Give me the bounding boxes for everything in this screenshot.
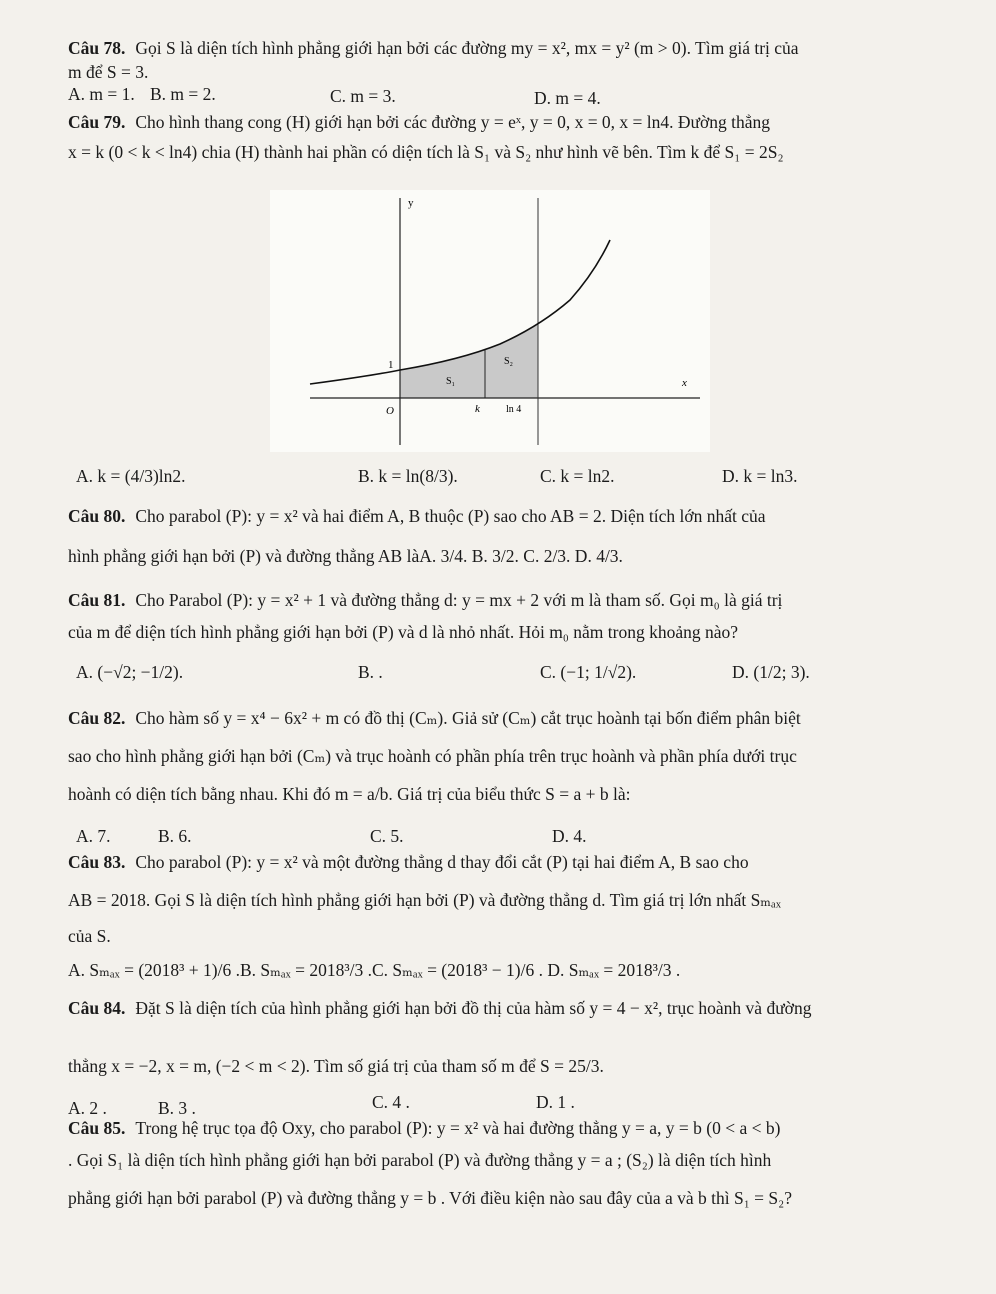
q78-line1 — [68, 38, 799, 59]
q80-text-1: Cho parabol (P): y = x² và hai điểm A, B thuộc (P) sao cho AB = 2. Diện tích lớn nhất của — [135, 506, 766, 526]
q82-option-b: B. 6. — [158, 826, 192, 846]
exponential-graph — [270, 190, 710, 452]
q81-line1 — [68, 590, 782, 611]
q81-text-1: Cho Parabol (P): y = x² + 1 và đường thẳng d: y = mx + 2 với m là tham số. Gọi m₀ là giá trị — [135, 590, 783, 610]
q85-text-1: Trong hệ trục tọa độ Oxy, cho parabol (P): y = x² và hai đường thẳng y = a, y = b (0 < a < b) — [135, 1118, 781, 1138]
q78-option-d: D. m = 4. — [534, 88, 601, 108]
q78-number: Câu 78. — [68, 38, 126, 58]
q79-number: Câu 79. — [68, 112, 126, 132]
q80-number: Câu 80. — [68, 506, 126, 526]
q81-option-a: A. (−√2; −1/2). — [76, 662, 184, 682]
q78-option-c: C. m = 3. — [330, 86, 396, 106]
q80-line2: hình phẳng giới hạn bởi (P) và đường thẳng AB làA. 3/4. B. 3/2. C. 2/3. D. 4/3. — [68, 546, 623, 566]
q84-option-c: C. 4 . — [372, 1092, 410, 1112]
q84-number: Câu 84. — [68, 998, 126, 1018]
q82-line3: hoành có diện tích bằng nhau. Khi đó m = a/b. Giá trị của biểu thức S = a + b là: — [68, 784, 631, 804]
q85-line2: . Gọi S₁ là diện tích hình phẳng giới hạn bởi parabol (P) và đường thẳng y = a ; (S₂) là diện tích hình — [68, 1150, 772, 1170]
q81-line2: của m để diện tích hình phẳng giới hạn bởi (P) và d là nhỏ nhất. Hỏi m₀ nằm trong khoảng nào? — [68, 622, 739, 642]
q82-option-c: C. 5. — [370, 826, 404, 846]
q84-option-d: D. 1 . — [536, 1092, 575, 1112]
graph-origin: O — [386, 405, 394, 417]
q80-line1 — [68, 506, 766, 527]
q81-option-b: B. . — [358, 662, 383, 682]
q79-option-b: B. k = ln(8/3). — [358, 466, 458, 486]
q83-line3: của S. — [68, 926, 111, 946]
q79-text-1: Cho hình thang cong (H) giới hạn bởi các đường y = eˣ, y = 0, x = 0, x = ln4. Đường thẳng — [135, 112, 771, 132]
graph-svg — [270, 190, 710, 452]
q81-option-c: C. (−1; 1/√2). — [540, 662, 637, 682]
graph-k: k — [475, 403, 480, 415]
q78-option-b: B. m = 2. — [150, 84, 216, 104]
q82-line1 — [68, 708, 801, 729]
q84-option-a: A. 2 . — [68, 1098, 107, 1118]
q83-line2: AB = 2018. Gọi S là diện tích hình phẳng giới hạn bởi (P) và đường thẳng d. Tìm giá trị lớn nhất Sₘₐₓ — [68, 890, 781, 910]
q82-option-a: A. 7. — [76, 826, 111, 846]
q81-option-d: D. (1/2; 3). — [732, 662, 810, 682]
q79-option-c: C. k = ln2. — [540, 466, 615, 486]
q78-line2: m để S = 3. — [68, 62, 149, 82]
q81-number: Câu 81. — [68, 590, 126, 610]
q84-line1 — [68, 998, 811, 1019]
q85-line1 — [68, 1118, 780, 1139]
q79-line2: x = k (0 < k < ln4) chia (H) thành hai phần có diện tích là S₁ và S₂ như hình vẽ bên. Tìm k để S₁ = 2S₂ — [68, 142, 784, 162]
graph-x-label: x — [682, 377, 687, 389]
q83-text-1: Cho parabol (P): y = x² và một đường thẳng d thay đổi cắt (P) tại hai điểm A, B sao cho — [135, 852, 749, 872]
q82-text-1: Cho hàm số y = x⁴ − 6x² + m có đồ thị (Cₘ). Giả sử (Cₘ) cắt trục hoành tại bốn điểm phân biệt — [135, 708, 801, 728]
q79-line1 — [68, 112, 770, 133]
q85-number: Câu 85. — [68, 1118, 126, 1138]
q82-option-d: D. 4. — [552, 826, 587, 846]
q83-options: A. Sₘₐₓ = (2018³ + 1)/6 .B. Sₘₐₓ = 2018³/3 .C. Sₘₐₓ = (2018³ − 1)/6 . D. Sₘₐₓ = 2018³/3 . — [68, 960, 681, 980]
q78-option-a: A. m = 1. — [68, 84, 135, 104]
q82-line2: sao cho hình phẳng giới hạn bởi (Cₘ) và trục hoành có phần phía trên trục hoành và phần phía dưới trục — [68, 746, 797, 766]
q83-line1 — [68, 852, 749, 873]
q84-line2: thẳng x = −2, x = m, (−2 < m < 2). Tìm số giá trị của tham số m để S = 25/3. — [68, 1056, 604, 1076]
graph-ln4: ln 4 — [506, 404, 522, 415]
q78-text-1: Gọi S là diện tích hình phẳng giới hạn bởi các đường my = x², mx = y² (m > 0). Tìm giá trị của — [135, 38, 799, 58]
q85-line3: phẳng giới hạn bởi parabol (P) và đường thẳng y = b . Với điều kiện nào sau đây của a và b thì S₁ = S₂? — [68, 1188, 793, 1208]
q84-option-b: B. 3 . — [158, 1098, 196, 1118]
graph-s2: S₂ — [504, 356, 514, 367]
q79-option-d: D. k = ln3. — [722, 466, 798, 486]
q84-text-1: Đặt S là diện tích của hình phẳng giới hạn bởi đồ thị của hàm số y = 4 − x², trục hoành và đường — [135, 998, 812, 1018]
graph-one: 1 — [388, 359, 394, 371]
graph-s1: S₁ — [446, 376, 456, 387]
q82-number: Câu 82. — [68, 708, 126, 728]
graph-y-label: y — [408, 197, 414, 209]
graph-background — [270, 190, 710, 452]
q79-option-a: A. k = (4/3)ln2. — [76, 466, 186, 486]
q83-number: Câu 83. — [68, 852, 126, 872]
